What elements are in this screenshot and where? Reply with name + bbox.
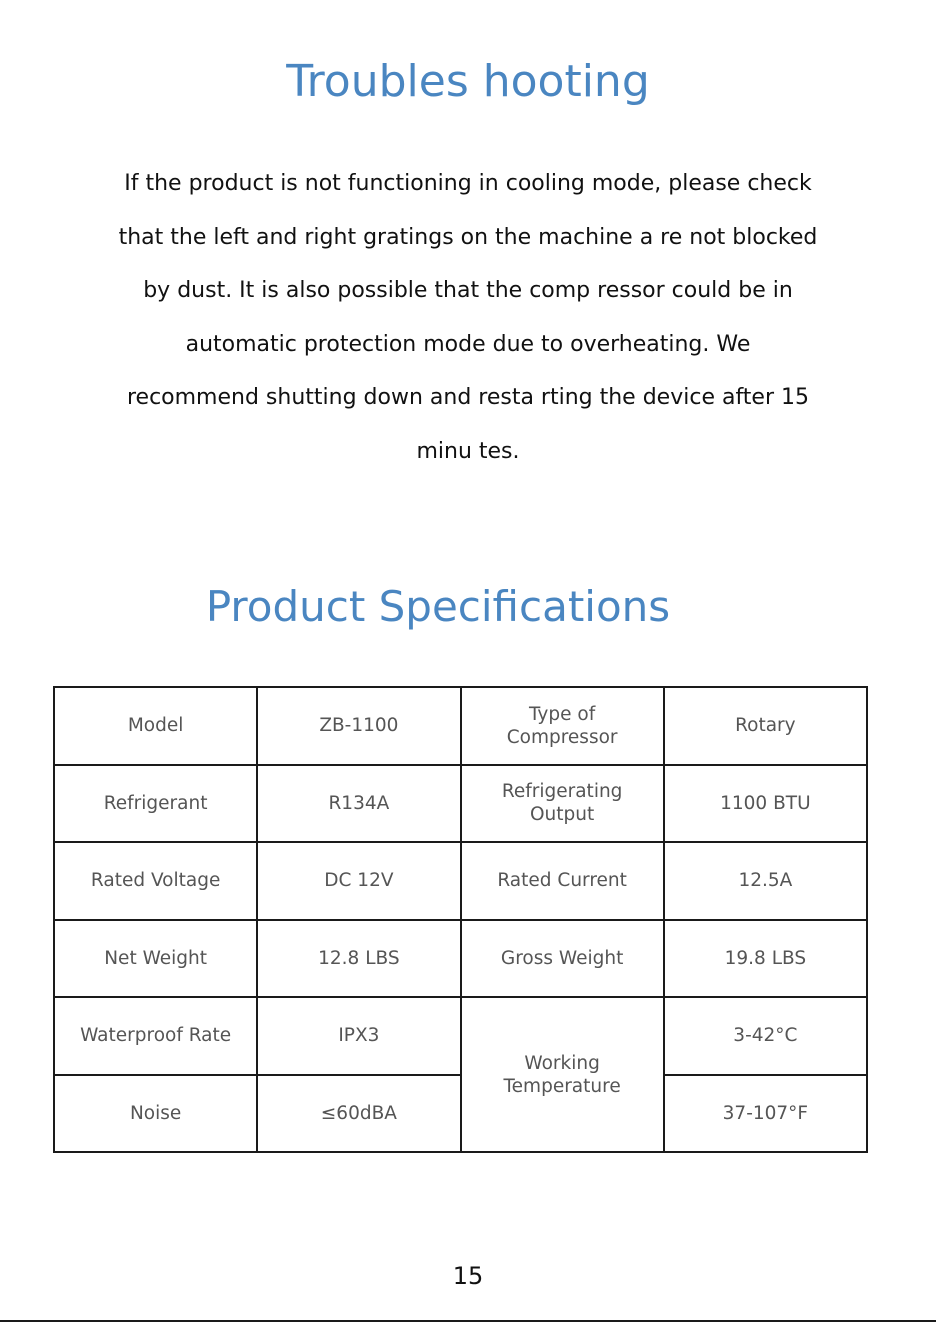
spec-value: R134A bbox=[257, 765, 460, 843]
spec-label: Net Weight bbox=[54, 920, 257, 998]
table-row bbox=[54, 687, 867, 765]
spec-label-line: Compressor bbox=[506, 726, 618, 748]
spec-label-line: Type of bbox=[529, 703, 596, 725]
spec-value: 3-42°C bbox=[664, 997, 867, 1075]
specifications-title: Product Specifications bbox=[205, 582, 671, 631]
spec-label: Noise bbox=[54, 1075, 257, 1153]
table-row bbox=[54, 920, 867, 998]
spec-label: Rated Current bbox=[461, 842, 664, 920]
spec-label bbox=[461, 765, 664, 843]
spec-label-line: Temperature bbox=[503, 1075, 621, 1097]
spec-label: Model bbox=[54, 687, 257, 765]
paragraph-line: automatic protection mode due to overheating. We bbox=[185, 331, 751, 357]
spec-label-line: Working bbox=[524, 1052, 600, 1074]
spec-value: Rotary bbox=[664, 687, 867, 765]
spec-label bbox=[461, 687, 664, 765]
paragraph-line: by dust. It is also possible that the comp ressor could be in bbox=[143, 278, 793, 303]
paragraph-line: that the left and right gratings on the machine a re not blocked bbox=[118, 224, 818, 250]
table-row bbox=[54, 765, 867, 843]
spec-value: 12.5A bbox=[664, 842, 867, 920]
spec-value: ≤60dBA bbox=[257, 1075, 460, 1153]
page-number: 15 bbox=[452, 1262, 484, 1290]
spec-label bbox=[461, 997, 664, 1152]
spec-label: Refrigerant bbox=[54, 765, 257, 843]
spec-label: Waterproof Rate bbox=[54, 997, 257, 1075]
spec-value: IPX3 bbox=[257, 997, 460, 1075]
spec-value: DC 12V bbox=[257, 842, 460, 920]
paragraph-line: If the product is not functioning in cooling mode, please check bbox=[124, 171, 812, 196]
spec-value: 19.8 LBS bbox=[664, 920, 867, 998]
spec-value: ZB-1100 bbox=[257, 687, 460, 765]
paragraph-line: minu tes. bbox=[416, 438, 520, 464]
spec-label-line: Refrigerating bbox=[501, 781, 623, 803]
troubleshooting-title: Troubles hooting bbox=[286, 56, 650, 107]
table-row bbox=[54, 842, 867, 920]
paragraph-line: recommend shutting down and resta rting the device after 15 bbox=[126, 385, 810, 410]
bottom-divider bbox=[0, 1320, 936, 1322]
specifications-table bbox=[53, 686, 868, 1153]
spec-label: Gross Weight bbox=[461, 920, 664, 998]
spec-value: 37-107°F bbox=[664, 1075, 867, 1153]
spec-label-line: Output bbox=[529, 804, 595, 826]
spec-label: Rated Voltage bbox=[54, 842, 257, 920]
spec-value: 1100 BTU bbox=[664, 765, 867, 843]
spec-value: 12.8 LBS bbox=[257, 920, 460, 998]
table-row bbox=[54, 997, 867, 1075]
troubleshooting-paragraph bbox=[40, 157, 896, 478]
